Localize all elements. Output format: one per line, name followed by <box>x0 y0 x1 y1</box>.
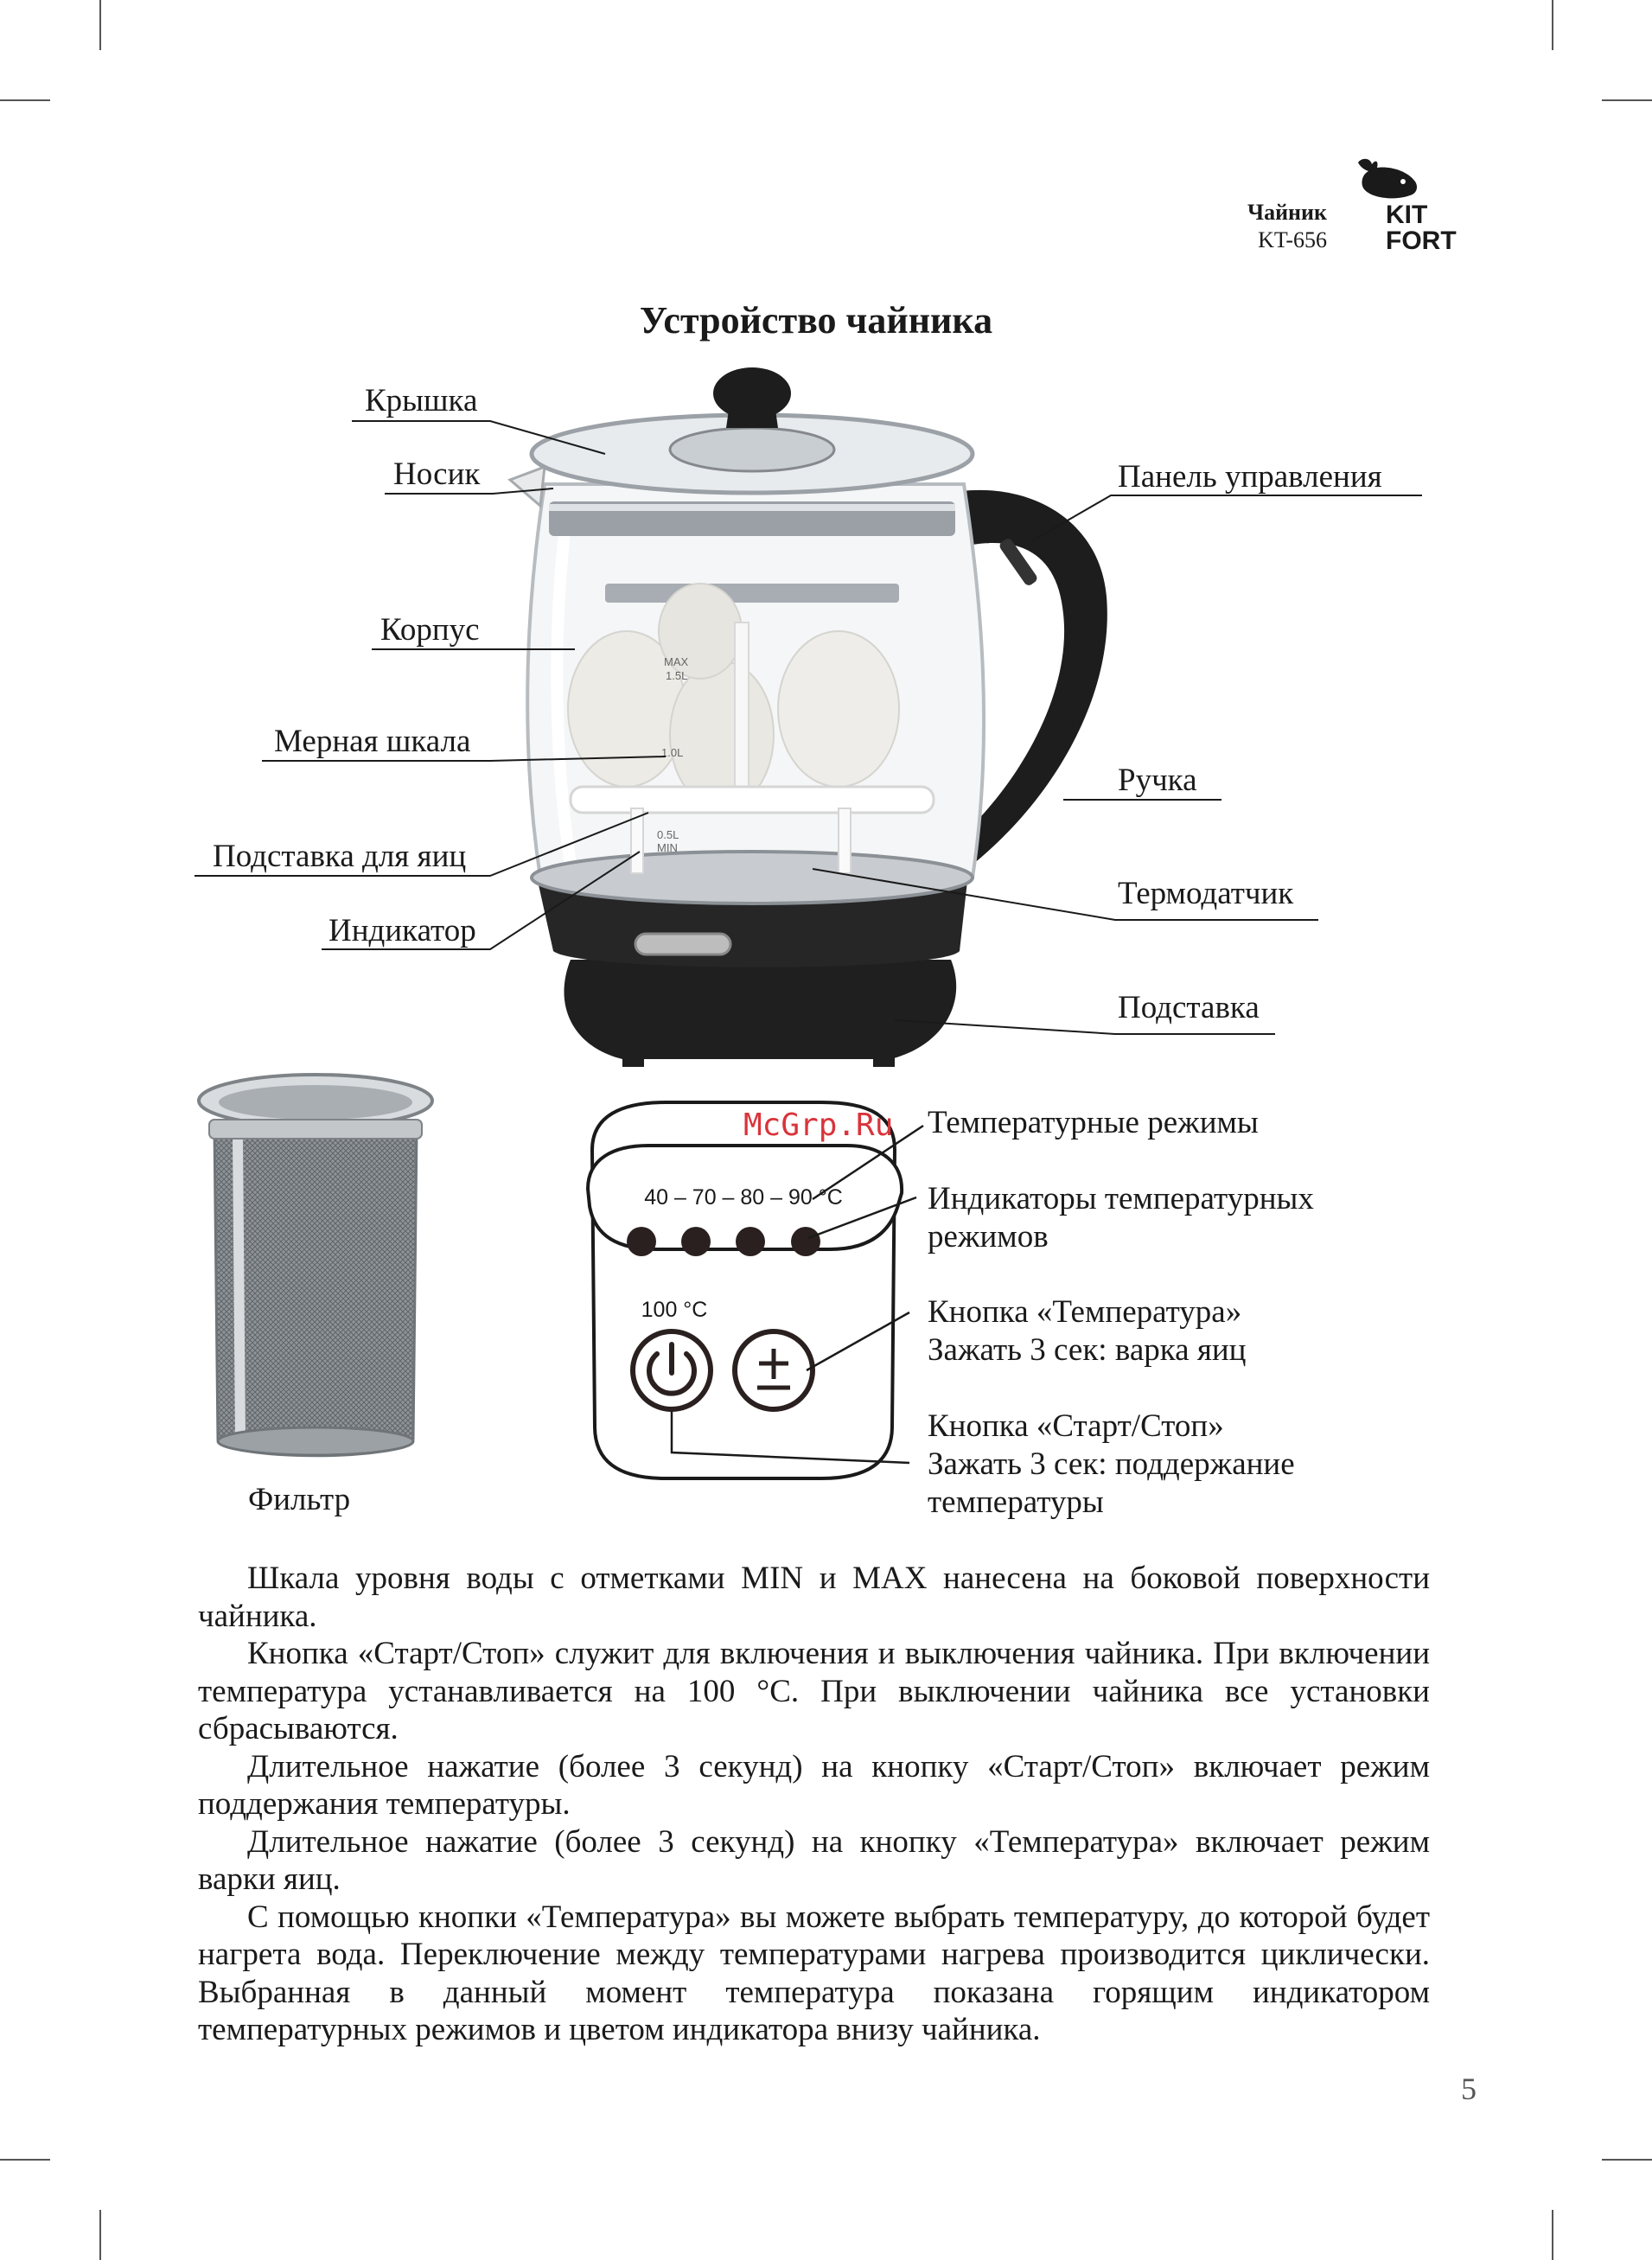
scale-max: MAX <box>664 655 689 668</box>
page-title: Устройство чайника <box>639 299 993 342</box>
start-button-title: Кнопка «Старт/Стоп» <box>928 1408 1224 1444</box>
panel-temps: 40 – 70 – 80 – 90 °C <box>644 1185 843 1210</box>
label-body: Корпус <box>380 612 480 648</box>
brand-kit: KIT <box>1386 201 1428 229</box>
callout-temp-button <box>928 1293 1246 1369</box>
model-number: KT-656 <box>1258 227 1327 252</box>
label-scale: Мерная шкала <box>274 724 471 759</box>
body-text <box>198 1560 1430 2049</box>
label-egg-stand: Подставка для яиц <box>213 839 467 874</box>
callout-modes: Температурные режимы <box>928 1105 1259 1140</box>
page-number: 5 <box>1461 2072 1477 2106</box>
label-indicator: Индикатор <box>328 913 476 948</box>
brand-fort: FORT <box>1386 227 1457 255</box>
product-name: Чайник <box>1247 200 1327 225</box>
paragraph: Длительное нажатие (более 3 секунд) на кнопку «Температура» включает режим варки яиц. <box>198 1823 1430 1897</box>
label-handle: Ручка <box>1118 763 1197 798</box>
temp-button-title: Кнопка «Температура» <box>928 1294 1242 1330</box>
label-control-panel: Панель управления <box>1118 459 1382 495</box>
callout-indicators: Индикаторы температурных режимов <box>928 1181 1314 1254</box>
paragraph: Шкала уровня воды с отметками MIN и MAX нанесена на боковой поверхности чайника. <box>198 1561 1430 1634</box>
start-button-hint: Зажать 3 сек: поддержание температуры <box>928 1446 1295 1520</box>
paragraph: С помощью кнопки «Температура» вы можете выбрать температуру, до которой будет нагрета вода. Переключение между температурами нагрева производится циклически. Выбранная в данный момент температура показана горящим индикатором температурных режимов и цветом индикатора внизу чайника. <box>198 1899 1430 2047</box>
paragraph: Длительное нажатие (более 3 секунд) на кнопку «Старт/Стоп» включает режим поддержания температуры. <box>198 1748 1430 1822</box>
label-sensor: Термодатчик <box>1118 876 1294 911</box>
scale-mid-vol: 1.0L <box>661 746 684 759</box>
scale-max-vol: 1.5L <box>666 669 688 682</box>
scale-min-vol: 0.5L <box>657 828 679 841</box>
label-base: Подставка <box>1118 990 1260 1025</box>
panel-boil: 100 °C <box>641 1298 708 1322</box>
watermark: McGrp.Ru <box>743 1108 894 1143</box>
temp-button-hint: Зажать 3 сек: варка яиц <box>928 1332 1247 1368</box>
callout-start-button <box>928 1408 1446 1522</box>
label-filter: Фильтр <box>248 1482 351 1517</box>
label-lid: Крышка <box>365 383 478 418</box>
scale-min: MIN <box>657 841 678 854</box>
label-spout: Носик <box>393 456 481 492</box>
paragraph: Кнопка «Старт/Стоп» служит для включения и выключения чайника. При включении температура устанавливается на 100 °С. При выключении чайника все установки сбрасываются. <box>198 1636 1430 1746</box>
